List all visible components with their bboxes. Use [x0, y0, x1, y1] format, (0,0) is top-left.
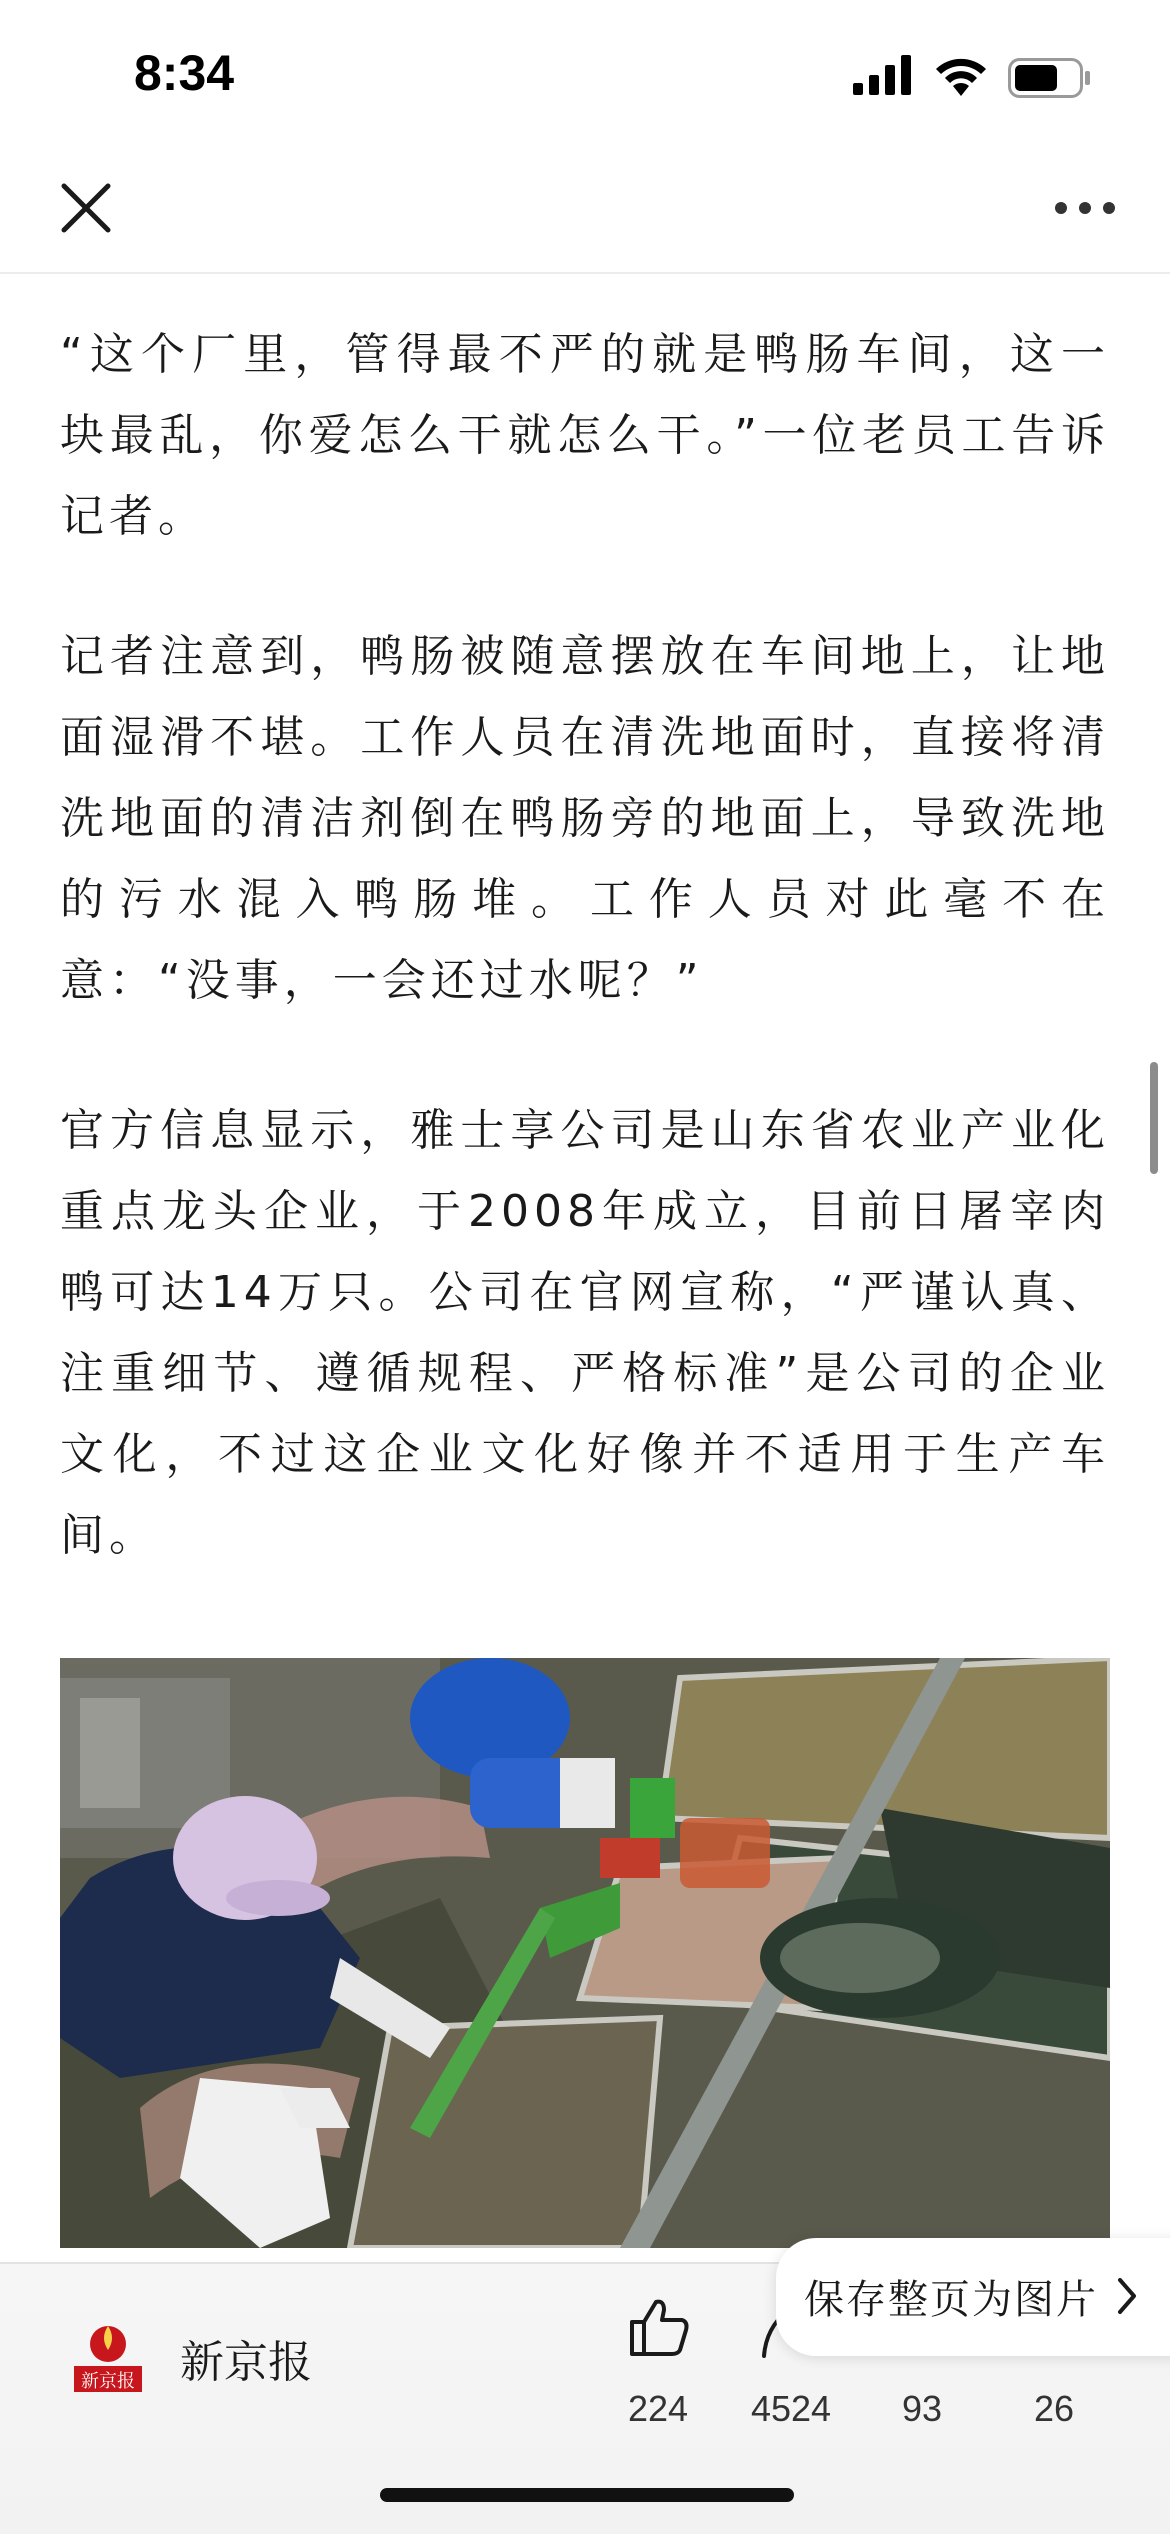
save-page-label: 保存整页为图片	[804, 2277, 1098, 2323]
chevron-right-icon	[1116, 2276, 1138, 2316]
thumbs-up-icon[interactable]	[628, 2296, 690, 2358]
more-dots-icon[interactable]	[1054, 194, 1116, 222]
article-paragraph: 记者注意到，鸭肠被随意摆放在车间地上，让地面湿滑不堪。工作人员在清洗地面时，直接将清洗地面的清洁剂倒在鸭肠旁的地面上，导致洗地的污水混入鸭肠堆。工作人员对此毫不在意：“没事，一会还过水呢？”	[60, 631, 1110, 1006]
close-icon[interactable]	[58, 180, 114, 236]
home-indicator[interactable]	[380, 2488, 794, 2502]
article-paragraph: 官方信息显示，雅士享公司是山东省农业产业化重点龙头企业，于2008年成立，目前日屠宰肉鸭可达14万只。公司在官网宣称，“严谨认真、注重细节、遵循规程、严格标准”是公司的企业文化，不过这企业文化好像并不适用于生产车间。	[60, 1105, 1110, 1561]
favorite-count: 26	[1033, 2388, 1075, 2429]
article-photo[interactable]	[60, 1658, 1110, 2248]
publisher-name[interactable]: 新京报	[180, 2337, 312, 2388]
article-paragraph: “这个厂里，管得最不严的就是鸭肠车间，这一块最乱，你爱怎么干就怎么干。”一位老员工告诉记者。	[60, 329, 1110, 542]
status-time: 8:34	[134, 45, 235, 101]
scroll-indicator[interactable]	[1150, 1062, 1158, 1174]
nav-bar	[0, 150, 1170, 274]
signal-bars-icon	[853, 55, 913, 95]
publisher-logo[interactable]	[68, 2316, 148, 2396]
comment-count: 93	[901, 2388, 943, 2429]
battery-icon	[1008, 58, 1092, 98]
publisher-logo-text: 新京报	[81, 2371, 135, 2392]
save-page-as-image-button[interactable]	[776, 2238, 1170, 2356]
wifi-icon	[933, 52, 989, 96]
status-bar	[0, 0, 1170, 150]
factory-workshop-image	[60, 1658, 1110, 2248]
share-count: 4524	[750, 2388, 832, 2429]
like-count: 224	[627, 2388, 689, 2429]
